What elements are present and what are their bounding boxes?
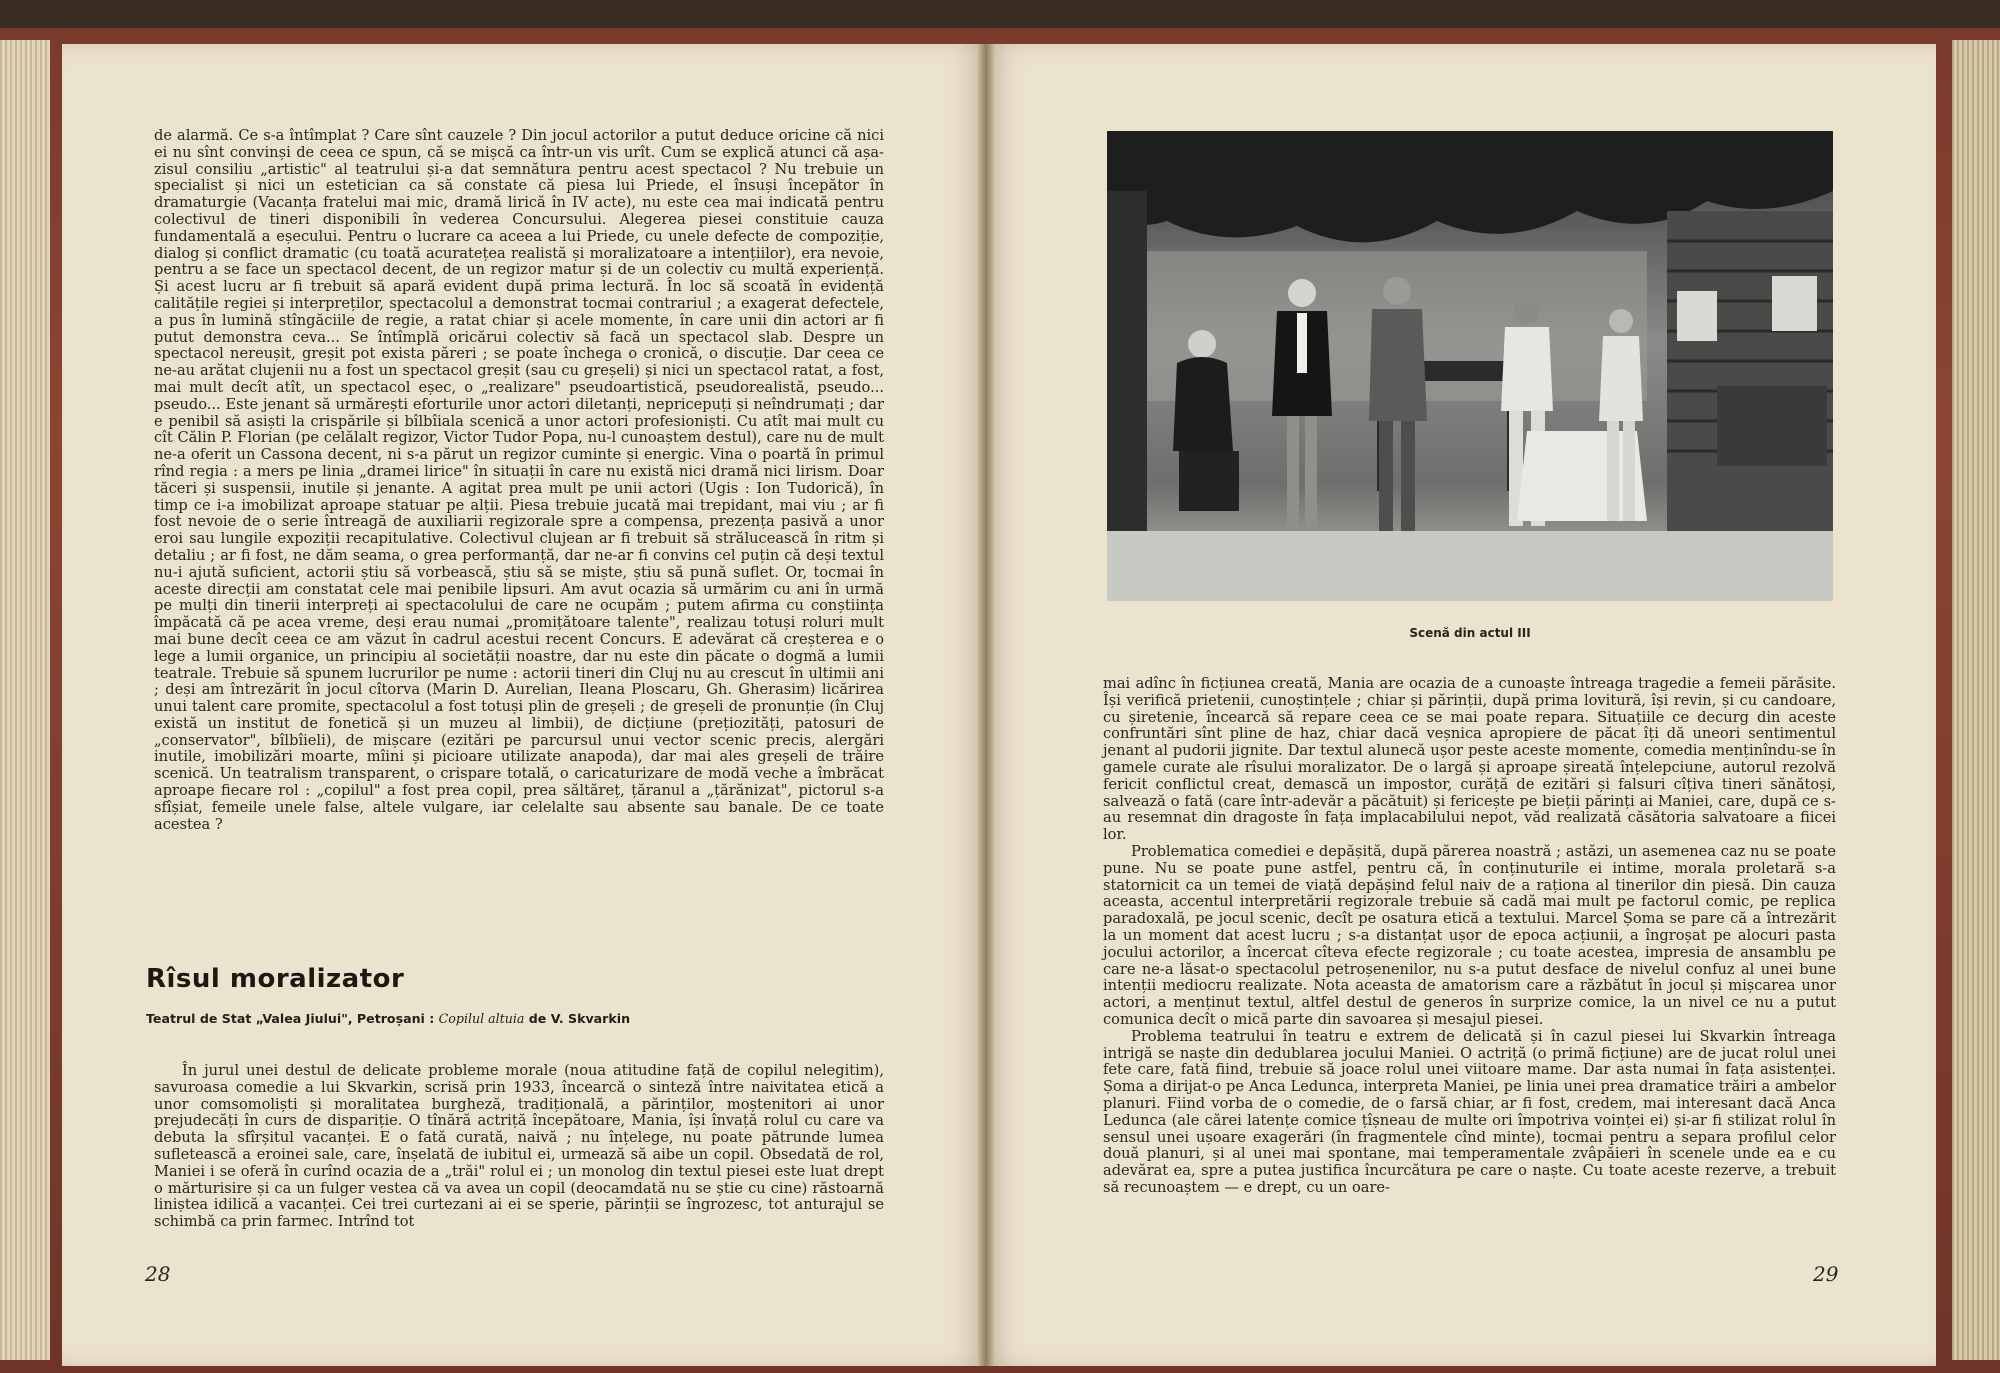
stage-photo <box>1107 131 1833 601</box>
page-number-right: 29 <box>1813 1262 1839 1286</box>
left-paragraph-2: În jurul unei destul de delicate probleme morale (noua atitudine față de copilul nelegitim), savuroasa comedie a lui Skvarkin, scrisă prin 1933, încearcă o sinteză între naivitatea etică a unor comsomoliști și moralitatea burgheză, tradițională, a părinților, moștenitori ai unor prejudecăți în curs de dispariție. O tînără actriță începătoare, Mania, își învață rolul cu care va debuta la sfîrșitul vacanței. E o fată curată, naivă ; nu înțelege, nu poate pătrunde lumea sufletească a eroinei sale, care, înșelată de iubitul ei, urmează să aibe un copil. Obsedată de rol, Maniei i se oferă în curînd ocazia de a „trăi" rolul ei ; un monolog din textul piesei este luat drept o mărturisire și ca un fulger vestea că va avea un copil (deocamdată nu se știe cu cine) răstoarnă liniștea idilică a vacanței. Cei trei curtezani ai ei se sperie, părinții se îngrozesc, tot anturajul se schimbă ca prin farmec. Intrînd tot <box>154 1062 884 1231</box>
left-paragraph-1: de alarmă. Ce s-a întîmplat ? Care sînt cauzele ? Din jocul actorilor a putut deduce oricine că nici ei nu sînt convinși de ceea ce spun, că se mișcă ca într-un vis urît. Cum se explică atunci că așa-zisul consiliu „artistic" al teatrului și-a dat semnătura pentru acest spectacol ? Nu trebuie un specialist și nici un estetician ca să constate că piesa lui Priede, el însuși începător în dramaturgie (Vacanța fratelui mai mic, dramă lirică în IV acte), nu este cea mai indicată pentru colectivul de tineri disponibili în vederea Concursului. Alegerea piesei constituie cauza fundamentală a eșecului. Pentru o lucrare ca aceea a lui Priede, cu unele defecte de compoziție, dialog și conflict dramatic (cu toată acuratețea realistă și moralizatoare a intențiilor), era nevoie, pentru a se face un spectacol decent, de un regizor matur și de un colectiv cu multă experiență. Și acest lucru ar fi trebuit să apară evident după prima lectură. În loc să scoată în evidență calitățile regiei și interpreților, spectacolul a demonstrat tocmai contrariul ; a exagerat defectele, a pus în lumină stîngăciile de regie, a ratat chiar și acele momente, în care unii din actori ar fi putut demonstra ceva... Se întîmplă oricărui colectiv să facă un spectacol slab. Despre un spectacol nereușit, greșit pot exista păreri ; se poate închega o cronică, o discuție. Dar ceea ce ne-au arătat clujenii nu a fost un spectacol greșit (sau cu greșeli) și nici un spectacol ratat, a fost, mai mult decît atît, un spectacol eșec, o „realizare" pseudoartistică, pseudorealistă, pseudo... pseudo... Este jenant să urmărești eforturile unor actori diletanți, nepricepuți și neîndrumați ; dar e penibil să asiști la crispările și bîlbîiala scenică a unor actori profesioniști. Cu atît mai mult cu cît Călin P. Florian (pe celălalt regizor, Victor Tudor Popa, nu-l cunoaștem destul), care nu de mult ne-a oferit un Cassona decent, ni s-a părut un regizor cuminte și energic. Vina o poartă în primul rînd regia : a mers pe linia „dramei lirice" în situații în care nu există nici dramă nici lirism. Doar tăceri și suspensii, inutile și jenante. A agitat prea mult pe unii actori (Ugis : Ion Tudorică), în timp ce i-a imobilizat aproape statuar pe alții. Piesa trebuie jucată mai trepidant, mai viu ; ar fi fost nevoie de o serie întreagă de auxiliarii regizorale spre a compensa, prezența pasivă a unor eroi sau lungile expoziții recapitulative. Colectivul clujean ar fi trebuit să strălucească în ritm și detaliu ; ar fi fost, ne dăm seama, o grea performanță, dar ne-ar fi convins cel puțin că deși textul nu-i ajută suficient, actorii știu să vorbească, știu să se miște, știu să pună suflet. Or, tocmai în aceste direcții am constatat cele mai penibile lipsuri. Am avut ocazia să urmărim cu ani în urmă pe mulți din tinerii interpreți ai spectacolului de care ne ocupăm ; putem afirma cu conștiința împăcată că pe acea vreme, deși erau numai „promițătoare talente", realizau totuși roluri mult mai bune decît ceea ce am văzut în cadrul acestui recent Concurs. E adevărat că creșterea e o lege a lumii organice, un principiu al societății noastre, dar nu este din păcate o dogmă a lumii teatrale. Trebuie să spunem lucrurilor pe nume : actorii tineri din Cluj nu au crescut în ultimii ani ; deși am întrezărit în jocul cîtorva (Marin D. Aurelian, Ileana Ploscaru, Gh. Gherasim) licărirea unui talent care promite, spectacolul a fost totuși plin de greșeli ; de greșeli de pronunție (în Cluj există un institut de fonetică și un muzeu al limbii), de dicțiune (prețiozități, patosuri de „conservator", bîlbîieli), de mișcare (ezitări pe parcursul unui vector scenic precis, alergări inutile, imobilizări moarte, mîini și picioare utilizate anapoda), dar mai ales greșeli de trăire scenică. Un teatralism transparent, o crispare totală, o caricaturizare de modă veche a îmbrăcat aproape fiecare rol : „copilul" a fost prea copil, prea săltăreț, țăranul a „țărănizat", pictorul s-a sfîșiat, femeile unele false, altele vulgare, iar celelalte sau absente sau banale. De ce toate acestea ? <box>154 127 884 833</box>
subheading-play-title: Copilul altuia <box>438 1011 525 1026</box>
right-paragraph-1: mai adînc în ficțiunea creată, Mania are ocazia de a cunoaște întreaga tragedie a femeii părăsite. Își verifică prietenii, cunoștințele ; chiar și părinții, după prima lovitură, își revin, și cu candoare, cu șiretenie, încearcă să repare ceea ce se mai poate repara. Situațiile ce decurg din aceste confruntări sînt pline de haz, chiar dacă veșnica apropiere de păcat îți dă uneori sentimentul jenant al pudorii jignite. Dar textul alunecă ușor peste aceste momente, comedia menținîndu-se în gamele curate ale rîsului moralizator. De o largă și aproape șireată înțelepciune, autorul rezolvă fericit conflictul creat, demască un impostor, curăță de ezitări și falsuri cîțiva tineri sănătoși, salvează o fată (care într-adevăr a păcătuit) și fericește pe bieții părinți ai Maniei, care, după ce s-au resemnat din dragoste în fața implacabilului nepot, văd realizată căsătoria salvatoare a fiicei lor. <box>1103 675 1836 844</box>
left-column-text <box>154 128 884 833</box>
article-subheading <box>146 1011 886 1026</box>
page-edges-left <box>0 40 50 1360</box>
subheading-theatre: Teatrul de Stat „Valea Jiului", Petroșani : <box>146 1011 439 1026</box>
article-heading: Rîsul moralizator <box>146 964 405 994</box>
left-article-text <box>154 1063 884 1231</box>
photo-caption: Scenă din actul III <box>1409 626 1531 640</box>
book-gutter <box>978 44 994 1366</box>
right-paragraph-3: Problema teatrului în teatru e extrem de delicată și în cazul piesei lui Skvarkin întreaga intrigă se naște din dedublarea jocului Maniei. O actriță (o primă ficțiune) are de jucat rolul unei fete care, fată fiind, trebuie să joace rolul unei viitoare mame. Dar asta numai în fața asistenței. Șoma a dirijat-o pe Anca Ledunca, interpreta Maniei, pe linia unei prea dramatice trăiri a ambelor planuri. Fiind vorba de o comedie, de o farsă chiar, ar fi fost, credem, mai interesant dacă Anca Ledunca (ale cărei latențe comice țîșneau de multe ori împotriva voinței ei) și-ar fi stilizat rolul în sensul unei ușoare exagerări (în fragmentele cînd minte), tocmai pentru a separa profilul celor două planuri, și al unei mai spontane, mai temperamentale zvâpăieri în scenele unde ea e cu adevărat ea, spre a putea justifica încurcătura pe care o naște. Cu toate aceste rezerve, a trebuit să recunoaștem — e drept, cu un oare- <box>1103 1027 1836 1196</box>
right-column-text <box>1103 676 1836 1197</box>
page-number-left: 28 <box>145 1262 171 1286</box>
subheading-author: de V. Skvarkin <box>524 1011 631 1026</box>
right-paragraph-2: Problematica comediei e depășită, după părerea noastră ; astăzi, un asemenea caz nu se poate pune. Nu se poate pune astfel, pentru că, în conținuturile ei intime, morala proletară s-a statornicit ca un temei de viață depășind felul naiv de a raționa al tinerilor din piesă. Din cauza aceasta, accentul interpretării regizorale trebuie să cadă mai mult pe factorul comic, pe replica paradoxală, pe jocul scenic, decît pe osatura etică a textului. Marcel Șoma se pare că a întrezărit la un moment dat acest lucru ; s-a distanțat ușor de epoca acțiunii, a îngroșat pe alocuri pasta jocului actorilor, a încercat cîteva efecte regizorale ; cu toate acestea, impresia de ansamblu pe care ne-a lăsat-o spectacolul petroșenenilor, nu s-a putut desface de nivelul confuz al unei bune intenții mediocru realizate. Nota aceasta de amatorism care a răzbătut în jocul și mișcarea unor actori, a menținut textul, altfel destul de generos în surprize comice, la un nivel ce nu a putut comunica decît o mică parte din savoarea și mesajul piesei. <box>1103 842 1836 1028</box>
stage-photo-illustration <box>1107 131 1833 601</box>
page-edges-right <box>1952 40 2000 1360</box>
